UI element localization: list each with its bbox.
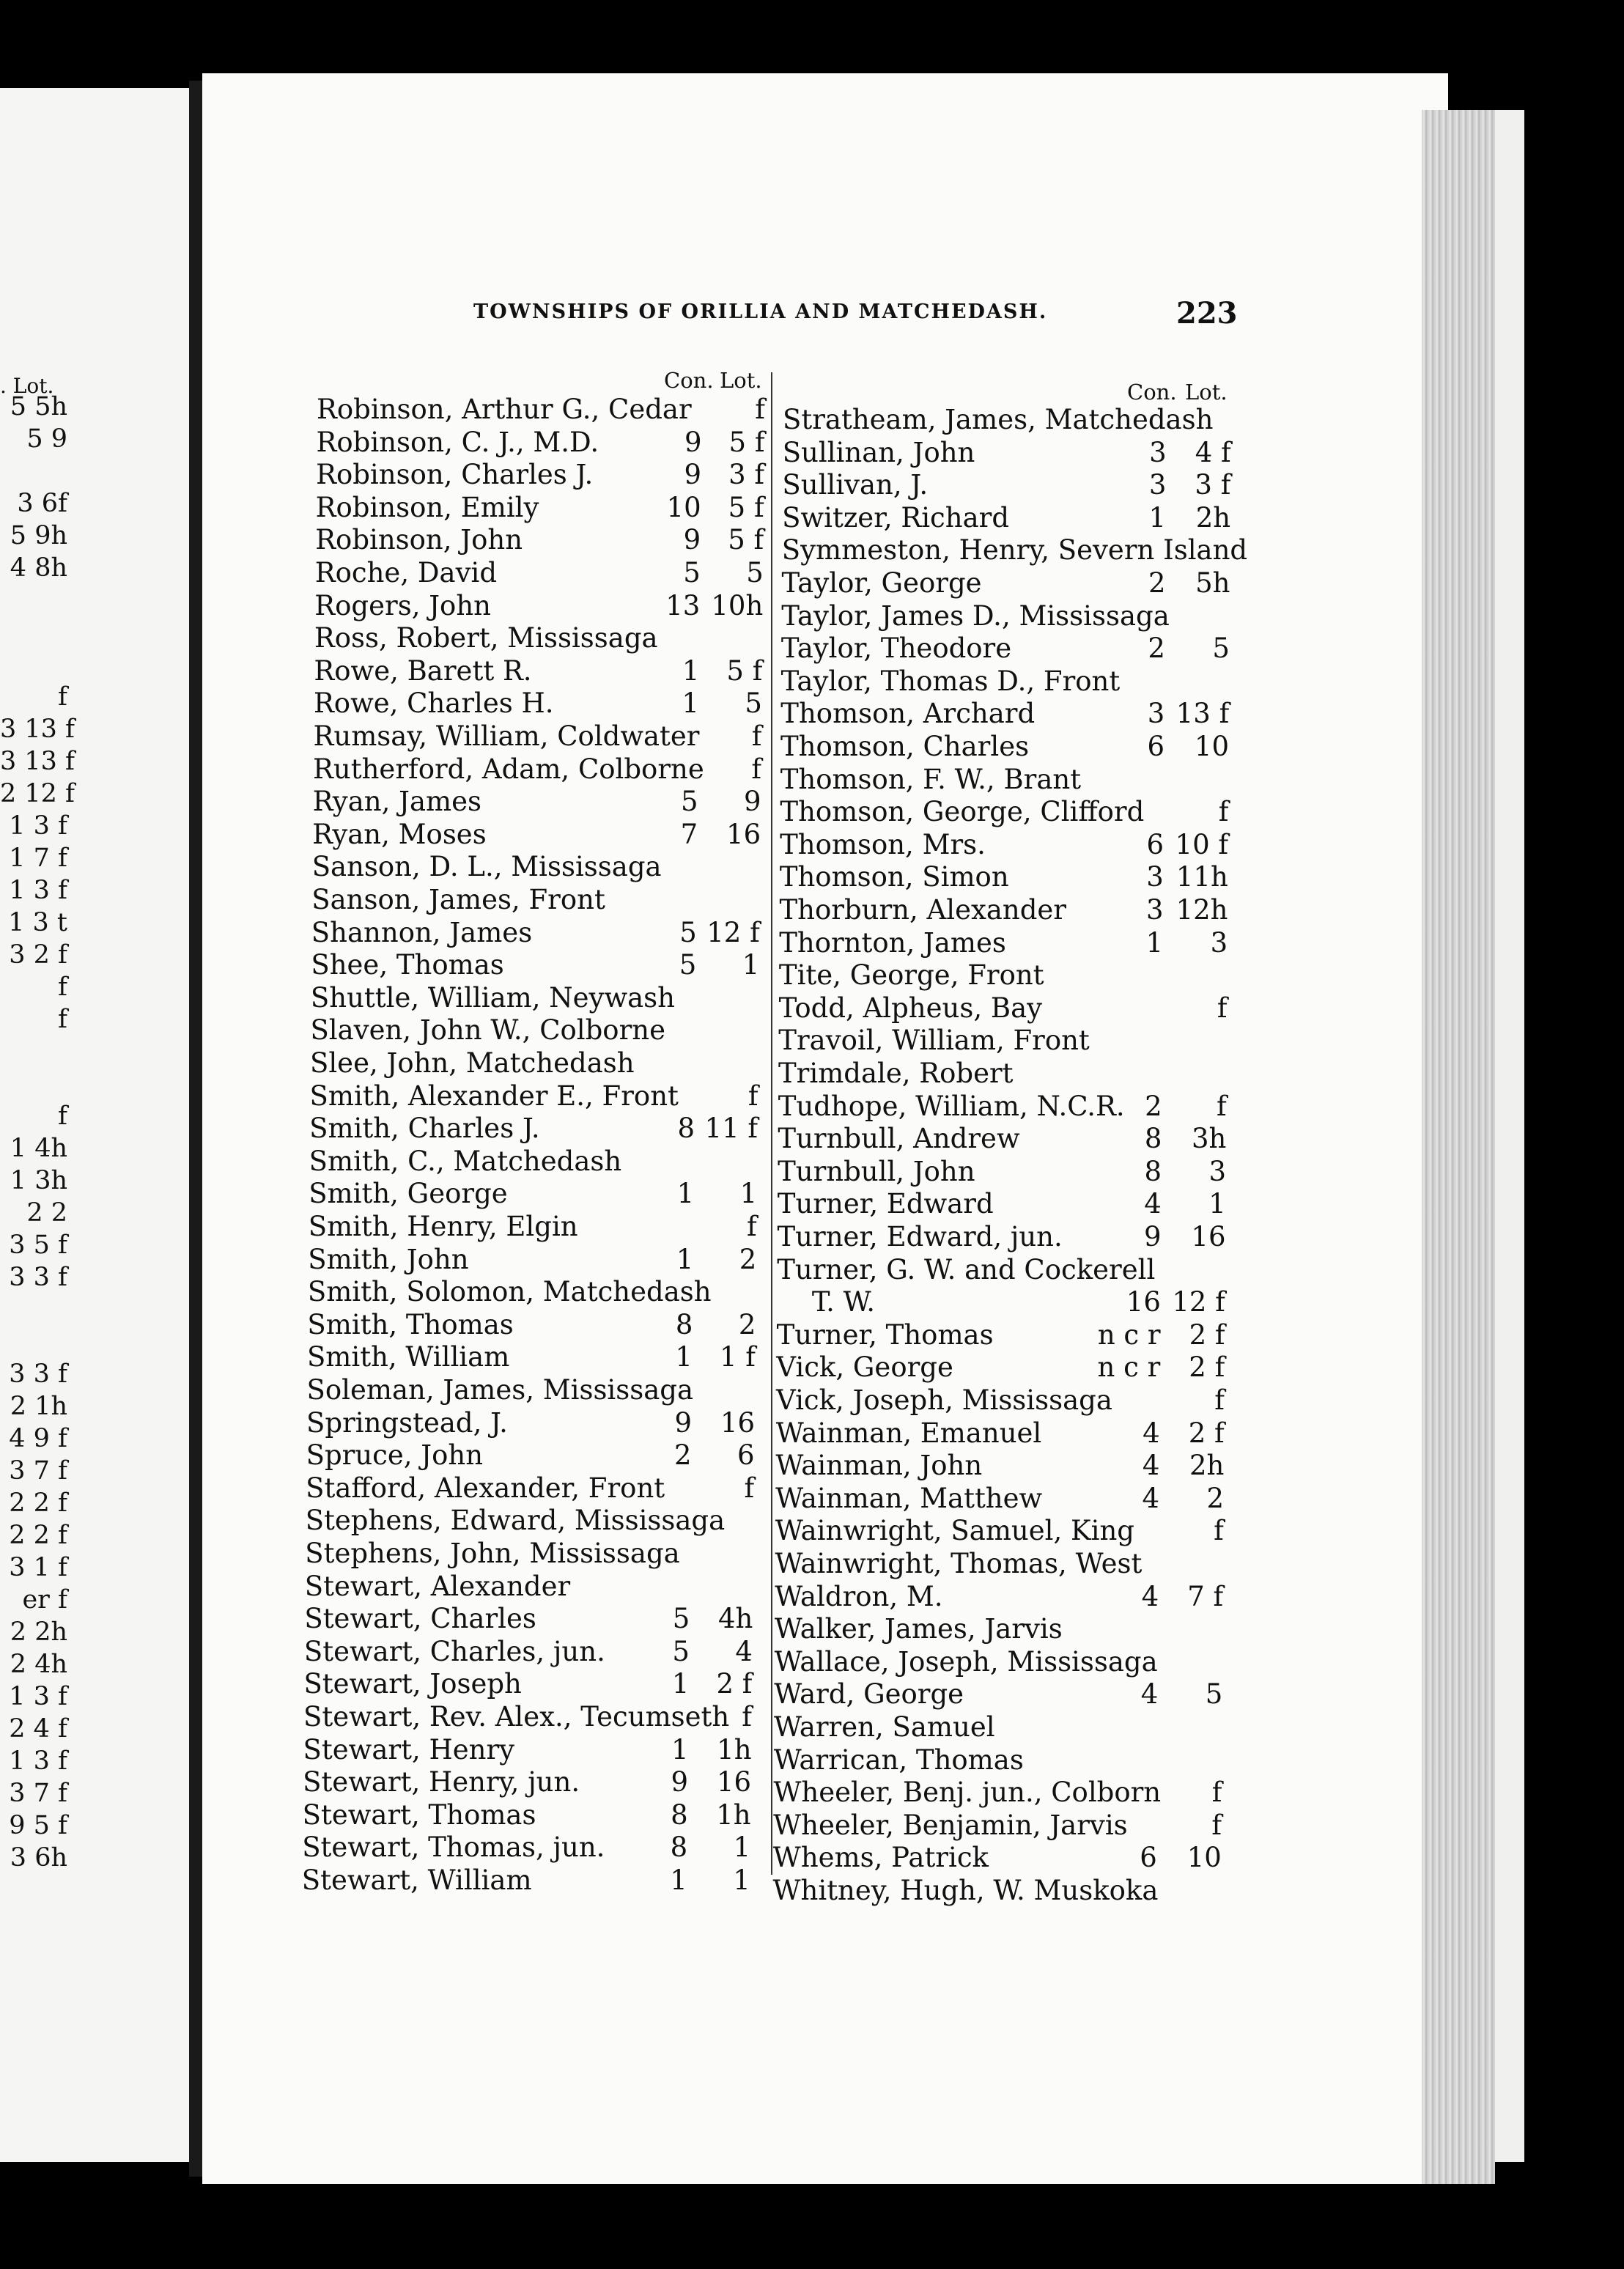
left-entry-name: Shannon, James	[311, 916, 533, 948]
left-entry-con: 7	[680, 818, 698, 850]
left-entry-name: Sanson, James, Front	[311, 884, 605, 915]
page-edge-outer	[1495, 110, 1524, 2162]
left-fragment-line: 2 12 f	[0, 779, 75, 808]
right-entry-con: 8	[1144, 1123, 1162, 1155]
left-entry-name: Stewart, Henry	[303, 1733, 515, 1766]
left-entry-lot: f	[747, 1211, 757, 1242]
left-fragment-line: 4 8h	[10, 553, 67, 583]
left-entry-con: 1	[670, 1864, 687, 1896]
left-entry-con: 1	[671, 1733, 689, 1766]
right-entry-con: 4	[1144, 1188, 1162, 1220]
right-entry-con: 3	[1148, 469, 1167, 501]
right-entry-con: 2	[1145, 1090, 1162, 1122]
left-entry-lot: 2	[739, 1243, 757, 1275]
right-entry-lot: 3h	[1192, 1123, 1227, 1155]
left-entry-lot: 5 f	[726, 654, 763, 687]
left-entry-con: 9	[674, 1406, 693, 1439]
left-entry-lot: f	[751, 753, 762, 785]
left-fragment-line: 3 5 f	[9, 1231, 67, 1260]
right-entry-lot: 16	[1191, 1221, 1226, 1252]
right-entry-con: 6	[1147, 731, 1165, 762]
left-entry-name: Smith, Charles J.	[309, 1113, 540, 1145]
left-entry-con: 9	[671, 1766, 689, 1798]
right-entry-name: Wainman, Emanuel	[775, 1417, 1042, 1449]
right-entry-con: 3	[1149, 436, 1167, 468]
right-entry-con: 2	[1148, 632, 1165, 665]
right-entry-name: Thomson, Mrs.	[780, 828, 986, 860]
right-entry-con: 9	[1143, 1221, 1162, 1252]
left-entry-con: 5	[683, 557, 701, 589]
left-fragment-line: f	[58, 1005, 67, 1034]
left-fragment-line: 2 2	[26, 1198, 67, 1228]
left-entry-con: 5	[672, 1603, 690, 1635]
left-entry-name: Stewart, Thomas, jun.	[302, 1831, 605, 1864]
left-entry-lot: 4h	[717, 1603, 753, 1635]
right-entry-lot: 2h	[1189, 1450, 1225, 1482]
left-entry-lot: 1 f	[719, 1341, 756, 1373]
left-entry-lot: 1h	[716, 1798, 751, 1831]
left-entry-lot: 3 f	[728, 459, 765, 491]
left-entry-lot: 9	[744, 786, 761, 818]
right-entry-name: Thomson, George, Clifford	[780, 796, 1145, 828]
left-entry-name: Smith, George	[309, 1178, 508, 1210]
right-entry-name: Taylor, George	[781, 567, 982, 599]
right-entry-lot: 10 f	[1175, 828, 1229, 860]
left-entry-con: 13	[665, 589, 701, 621]
right-entry-lot: 4 f	[1195, 436, 1231, 468]
left-entry-con: 5	[679, 949, 697, 981]
left-lot-header: Lot.	[720, 368, 762, 393]
left-fragment-line: 3 6h	[10, 1843, 67, 1873]
left-entry-lot: 5 f	[728, 524, 764, 556]
left-fragment-line: 1 3 t	[8, 908, 67, 937]
left-fragment-line: 1 7 f	[9, 844, 67, 873]
left-fragment-line: 5 5h	[10, 392, 67, 421]
right-entry-con: 4	[1142, 1450, 1160, 1482]
left-entry-lot: 6	[737, 1439, 755, 1472]
left-entry-name: Robinson, Emily	[315, 491, 539, 523]
right-entry-name: Todd, Alpheus, Bay	[778, 992, 1043, 1024]
left-fragment-line: 3 7 f	[9, 1456, 67, 1486]
right-entry-name: Sullinan, John	[782, 436, 975, 468]
left-entry-con: 1	[676, 1178, 695, 1210]
right-entry-name: Tudhope, William, N.C.R.	[778, 1090, 1125, 1122]
left-entry-lot: f	[748, 1080, 759, 1112]
left-entry-name: Slee, John, Matchedash	[310, 1047, 635, 1079]
left-entry-name: Smith, John	[308, 1243, 469, 1275]
right-entry-name: Turner, Thomas	[776, 1318, 994, 1351]
right-entry-name: Wainwright, Samuel, King	[775, 1515, 1134, 1547]
left-entry-name: Robinson, Arthur G., Cedar	[317, 394, 692, 425]
left-fragment-line: f	[58, 1102, 67, 1131]
left-entry-con: 2	[674, 1439, 692, 1472]
left-entry-lot: 1h	[717, 1733, 752, 1766]
left-entry-con: 8	[670, 1831, 688, 1864]
right-entry-name: Turnbull, Andrew	[778, 1123, 1020, 1155]
left-entry-con: 9	[683, 524, 701, 556]
right-entry-name: Taylor, Theodore	[780, 632, 1012, 665]
right-entry-con: n c r	[1097, 1351, 1161, 1384]
left-entry-con: 8	[677, 1113, 695, 1145]
left-entry-name: Robinson, C. J., M.D.	[316, 426, 599, 458]
right-entry-lot: 10	[1194, 731, 1229, 762]
right-entry-name: T. W.	[811, 1286, 875, 1318]
right-entry-con: 1	[1148, 501, 1167, 534]
left-entry-name: Smith, C., Matchedash	[309, 1145, 622, 1177]
left-entry-con: 1	[676, 1243, 694, 1275]
right-con-header: Con.	[1127, 380, 1177, 405]
right-entry-name: Warrican, Thomas	[773, 1744, 1024, 1776]
right-lot-header: Lot.	[1185, 380, 1228, 405]
left-entry-name: Stewart, Charles, jun.	[303, 1635, 605, 1667]
right-entry-name: Waldron, M.	[775, 1580, 943, 1612]
right-entry-lot: f	[1211, 1809, 1222, 1841]
left-entry-lot: 2	[738, 1308, 756, 1340]
left-entry-name: Smith, William	[306, 1341, 510, 1373]
right-entry-name: Thomson, Simon	[779, 861, 1009, 893]
right-entry-name: Walker, James, Jarvis	[774, 1613, 1063, 1645]
left-fragment-line: 3 3 f	[9, 1263, 67, 1292]
left-entry-name: Stewart, Alexander	[304, 1570, 571, 1602]
left-entry-name: Stewart, Joseph	[303, 1668, 522, 1700]
left-con-header: Con.	[664, 368, 714, 393]
left-entry-name: Sanson, D. L., Mississaga	[311, 851, 662, 883]
right-entry-lot: 12h	[1175, 894, 1228, 926]
left-page	[0, 88, 189, 2162]
right-entry-lot: 2 f	[1188, 1417, 1225, 1449]
left-entry-lot: 5	[745, 687, 762, 720]
page-edge	[1422, 110, 1495, 2184]
right-entry-name: Tite, George, Front	[778, 959, 1044, 992]
right-entry-lot: 2h	[1195, 501, 1231, 534]
right-entry-con: 3	[1145, 894, 1164, 926]
right-entry-con: 4	[1141, 1580, 1159, 1612]
left-entry-name: Smith, Henry, Elgin	[308, 1211, 578, 1242]
right-entry-name: Whitney, Hugh, W. Muskoka	[772, 1875, 1159, 1906]
right-entry-lot: 1	[1208, 1188, 1226, 1220]
right-entry-name: Trimdale, Robert	[778, 1058, 1014, 1089]
left-entry-name: Rowe, Barett R.	[314, 654, 532, 687]
right-entry-lot: 3 f	[1195, 469, 1231, 501]
left-fragment-line: 3 2 f	[9, 940, 67, 970]
right-entry-lot: 7 f	[1187, 1580, 1224, 1612]
right-entry-lot: 5	[1205, 1678, 1223, 1711]
right-entry-name: Thorburn, Alexander	[779, 894, 1066, 926]
right-entry-name: Vick, Joseph, Mississaga	[776, 1384, 1112, 1416]
right-entry-con: 6	[1140, 1842, 1157, 1874]
left-entry-lot: 16	[720, 1406, 756, 1439]
right-entry-name: Turner, Edward	[777, 1188, 994, 1220]
right-entry-name: Wainman, Matthew	[775, 1482, 1043, 1514]
left-fragment-line: 3 1 f	[9, 1553, 67, 1582]
left-fragment-line: 5 9	[26, 424, 67, 454]
right-entry-name: Switzer, Richard	[782, 501, 1010, 534]
right-entry-con: 16	[1126, 1286, 1161, 1318]
left-entry-name: Roche, David	[314, 557, 498, 589]
right-entry-name: Thornton, James	[779, 926, 1006, 959]
left-entry-lot: 1	[733, 1864, 750, 1896]
right-entry-lot: f	[1218, 796, 1229, 828]
left-entry-name: Stephens, John, Mississaga	[305, 1538, 680, 1569]
right-entry-name: Wheeler, Benjamin, Jarvis	[773, 1809, 1128, 1841]
left-entry-lot: 5 f	[728, 426, 765, 458]
right-entry-con: n c r	[1097, 1318, 1161, 1351]
right-entry-name: Thomson, F. W., Brant	[780, 763, 1082, 795]
right-entry-lot: 5h	[1195, 567, 1230, 599]
left-fragment-line: 3 13 f	[0, 715, 75, 744]
left-entry-name: Smith, Thomas	[307, 1308, 514, 1340]
left-entry-name: Spruce, John	[306, 1439, 484, 1472]
left-entry-con: 5	[681, 786, 698, 818]
left-entry-name: Ryan, Moses	[312, 818, 487, 850]
left-fragment-line: 3 6f	[17, 489, 67, 518]
right-entry-con: 8	[1144, 1155, 1162, 1187]
left-entry-lot: f	[755, 394, 765, 425]
left-fragment-line: 3 3 f	[9, 1359, 67, 1389]
right-entry-name: Ward, George	[774, 1678, 964, 1711]
left-entry-con: 5	[672, 1635, 690, 1667]
right-entry-name: Taylor, Thomas D., Front	[780, 665, 1121, 697]
right-entry-name: Turner, G. W. and Cockerell	[777, 1253, 1156, 1285]
right-entry-lot: 11h	[1175, 861, 1228, 893]
left-entry-con: 9	[684, 426, 702, 458]
left-fragment-line: 1 4h	[10, 1134, 67, 1163]
right-entry-lot: f	[1216, 1090, 1227, 1122]
right-entry-lot: f	[1214, 1384, 1225, 1416]
left-entry-name: Stewart, Thomas	[302, 1798, 536, 1831]
right-entry-con: 4	[1142, 1482, 1160, 1514]
left-fragment-line: 2 1h	[10, 1392, 67, 1421]
right-entry-lot: 3	[1210, 926, 1228, 959]
right-entry-lot: f	[1217, 992, 1228, 1024]
right-entry-con: 2	[1148, 567, 1166, 599]
left-entry-name: Stewart, Rev. Alex., Tecumseth	[303, 1701, 730, 1733]
left-fragment-line: 5 9h	[10, 521, 67, 550]
right-entry-lot: f	[1211, 1777, 1222, 1809]
left-entry-name: Slaven, John W., Colborne	[310, 1014, 665, 1047]
left-entry-name: Ryan, James	[312, 786, 481, 818]
right-entry-name: Thomson, Charles	[780, 731, 1030, 762]
right-entry-name: Thomson, Archard	[780, 698, 1036, 730]
left-fragment-line: 3 7 f	[9, 1779, 67, 1808]
left-fragment-header: . Lot.	[0, 374, 54, 398]
left-fragment-line: 2 2h	[10, 1617, 67, 1647]
right-entry-name: Vick, George	[776, 1351, 953, 1384]
left-fragment-line: 2 4h	[10, 1650, 67, 1679]
left-fragment-line: 2 4 f	[9, 1714, 67, 1744]
right-entry-lot: 2 f	[1189, 1351, 1225, 1384]
left-page-lines	[0, 88, 189, 2162]
left-entry-name: Smith, Alexander E., Front	[309, 1080, 679, 1112]
left-entry-name: Stewart, William	[301, 1864, 532, 1896]
left-entry-name: Springstead, J.	[306, 1406, 508, 1439]
left-fragment-line: 3 13 f	[0, 747, 75, 776]
left-entry-con: 1	[675, 1341, 693, 1373]
left-fragment-line: 1 3 f	[9, 1746, 67, 1776]
left-entry-con: 1	[671, 1668, 690, 1700]
left-fragment-line: 4 9 f	[9, 1424, 67, 1453]
right-entry-name: Wheeler, Benj. jun., Colborn	[773, 1777, 1162, 1809]
left-entry-name: Shuttle, William, Neywash	[310, 981, 675, 1014]
right-entry-lot: 2	[1206, 1482, 1225, 1514]
left-entry-lot: 5 f	[728, 491, 764, 523]
left-entry-lot: 16	[726, 818, 761, 850]
left-fragment-line: 1 3 f	[9, 876, 67, 905]
right-entry-lot: 12 f	[1172, 1286, 1225, 1318]
running-header: TOWNSHIPS OF ORILLIA AND MATCHEDASH.	[473, 300, 1048, 323]
right-entry-con: 4	[1143, 1417, 1160, 1449]
left-entry-lot: 1	[733, 1831, 751, 1864]
right-entry-name: Turnbull, John	[778, 1155, 975, 1187]
right-entry-name: Wainman, John	[775, 1450, 983, 1482]
left-entry-name: Robinson, John	[315, 524, 523, 556]
left-fragment-line: 1 3 f	[9, 811, 67, 841]
left-entry-name: Soleman, James, Mississaga	[306, 1374, 694, 1406]
right-entry-lot: 5	[1212, 632, 1230, 665]
left-entry-name: Stewart, Henry, jun.	[303, 1766, 580, 1798]
left-entry-con: 1	[682, 687, 699, 720]
left-entry-name: Robinson, Charles J.	[316, 459, 594, 491]
left-entry-con: 8	[671, 1798, 688, 1831]
right-entry-con: 1	[1145, 926, 1164, 959]
left-entry-lot: 12 f	[706, 916, 760, 948]
left-entry-name: Rumsay, William, Coldwater	[313, 720, 700, 752]
right-entry-lot: 2 f	[1189, 1318, 1225, 1351]
left-entry-lot: 11 f	[704, 1113, 759, 1145]
page-number: 223	[1176, 296, 1238, 331]
left-entry-lot: 5	[746, 557, 764, 589]
left-entry-name: Stewart, Charles	[304, 1603, 536, 1635]
right-entry-con: 4	[1140, 1678, 1159, 1711]
left-entry-name: Shee, Thomas	[311, 949, 504, 981]
left-fragment-line: 2 2 f	[9, 1488, 67, 1518]
right-entry-name: Symmeston, Henry, Severn Island	[781, 534, 1248, 567]
left-entry-con: 1	[682, 654, 700, 687]
left-entry-con: 8	[675, 1308, 693, 1340]
right-entry-lot: 13 f	[1175, 698, 1230, 730]
left-fragment-line: er f	[22, 1585, 67, 1615]
right-entry-con: 3	[1147, 698, 1165, 730]
right-entry-name: Taylor, James D., Mississaga	[781, 599, 1170, 632]
left-fragment-line: 1 3 f	[9, 1682, 67, 1711]
left-fragment-line: 2 2 f	[9, 1521, 67, 1550]
left-entry-lot: 4	[735, 1635, 753, 1667]
left-entry-name: Stephens, Edward, Mississaga	[305, 1505, 726, 1537]
left-entry-lot: f	[744, 1472, 755, 1504]
left-entry-lot: 2 f	[716, 1668, 753, 1700]
left-entry-name: Ross, Robert, Mississaga	[314, 622, 658, 654]
left-entry-lot: 16	[717, 1766, 752, 1798]
left-entry-con: 10	[666, 491, 701, 523]
left-entry-name: Rutherford, Adam, Colborne	[313, 753, 704, 785]
left-fragment-line: f	[58, 682, 67, 712]
left-entry-lot: 1	[739, 1178, 758, 1210]
column-divider	[771, 372, 772, 1875]
right-entry-con: 6	[1146, 828, 1165, 860]
right-entry-con: 3	[1146, 861, 1164, 893]
left-fragment-line: f	[58, 973, 67, 1002]
left-entry-name: Stafford, Alexander, Front	[306, 1472, 665, 1504]
right-entry-lot: f	[1214, 1515, 1224, 1547]
book-gutter	[189, 81, 202, 2177]
left-entry-lot: 1	[742, 949, 760, 981]
right-entry-name: Stratheam, James, Matchedash	[783, 404, 1214, 435]
left-fragment-line: 1 3h	[10, 1166, 67, 1195]
right-entry-name: Whems, Patrick	[772, 1842, 989, 1874]
right-entry-lot: 3	[1208, 1155, 1227, 1187]
right-entry-name: Wallace, Joseph, Mississaga	[774, 1645, 1158, 1678]
left-entry-con: 9	[684, 459, 702, 491]
right-entry-name: Wainwright, Thomas, West	[775, 1548, 1143, 1579]
right-entry-name: Warren, Samuel	[774, 1711, 995, 1743]
left-entry-name: Rowe, Charles H.	[313, 687, 554, 720]
left-entry-lot: 10h	[711, 589, 764, 621]
left-entry-lot: f	[742, 1701, 752, 1733]
right-entry-lot: 10	[1186, 1842, 1222, 1874]
left-entry-name: Rogers, John	[314, 589, 491, 621]
left-entry-con: 5	[679, 916, 697, 948]
left-entry-lot: f	[751, 720, 762, 752]
right-entry-name: Sullivan, J.	[782, 469, 929, 501]
right-entry-name: Turner, Edward, jun.	[777, 1221, 1063, 1252]
right-entry-name: Travoil, William, Front	[778, 1025, 1090, 1057]
left-entry-name: Smith, Solomon, Matchedash	[307, 1276, 712, 1308]
left-fragment-line: 9 5 f	[9, 1811, 67, 1840]
